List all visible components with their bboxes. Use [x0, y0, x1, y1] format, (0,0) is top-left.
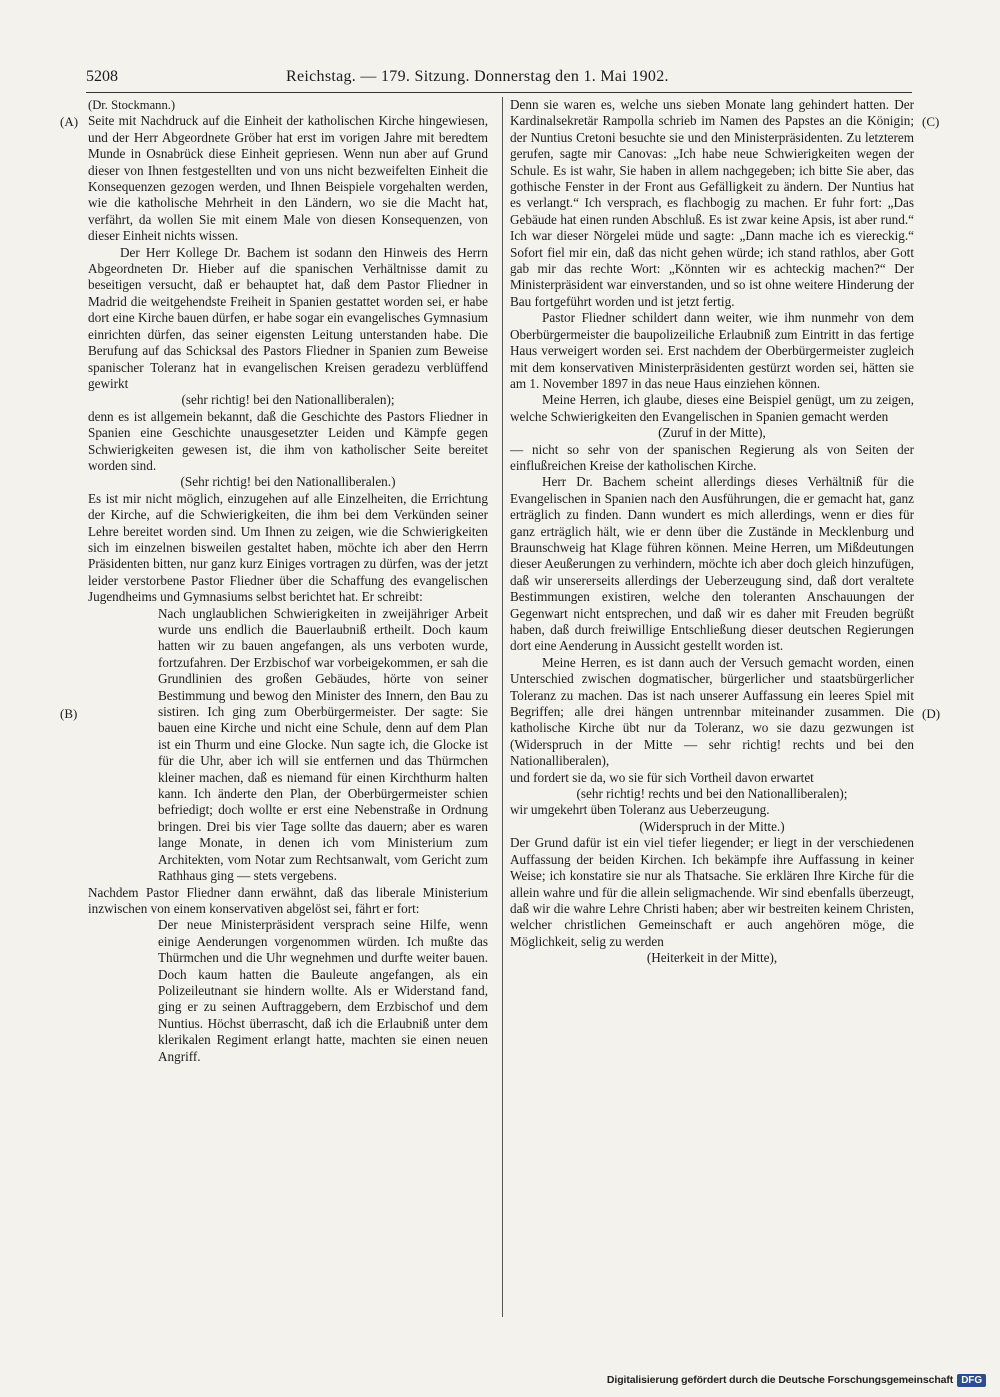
header-rule	[86, 92, 912, 93]
paragraph: wir umgekehrt üben Toleranz aus Ueberzeugung.	[510, 802, 770, 818]
paragraph: (Sehr richtig! bei den Nationalliberalen.)	[180, 474, 396, 490]
column-separator	[502, 97, 503, 1317]
digitization-credit	[607, 1374, 986, 1387]
paragraph: Herr Dr. Bachem scheint allerdings dieses Verhältniß für die Evangelischen in Spanien nach den Ausführungen, die er gemacht hat, ganz erträglich zu finden. Dann wundert es mich allerdings, wenn er dies für ganz erträglich hält, wie er denn über die Zustände in Mecklenburg und Braunschweig hat Klage führen können. Meine Herren, um Mißdeutungen dieser Aeußerungen zu verhindern, möchte ich aber doch gleich hinzufügen, daß wir unsererseits allerdings der Ueberzeugung sind, daß dort veraltete Bestimmungen existiren, welche den toleranten Anschauungen der Gegenwart nicht entsprechen, und daß wir es daher mit Freuden begrüßt haben, daß durch freiwillige Entschließung dieser deutschen Regierungen dort eine Aenderung in Aussicht gestellt worden ist.	[510, 474, 914, 654]
margin-mark-c: (C)	[922, 114, 940, 129]
paragraph: Der neue Ministerpräsident versprach seine Hilfe, wenn einige Aenderungen vorgenommen würden. Ich mußte das Thürmchen und die Uhr wegnehmen und durfte weiter bauen. Doch kaum hatten die Bauleute angefangen, als ein Polizeileutnant sie hindern wollte. Als er Widerstand fand, ging er zu seinen Auftraggebern, dem Erzbischof und dem Nuntius. Höchst überrascht, daß ich die Erlaubniß unter dem klerikalen Regiment erlangt hatte, machten sie einen neuen Angriff.	[158, 917, 488, 1064]
paragraph: Nachdem Pastor Fliedner dann erwähnt, daß das liberale Ministerium inzwischen von einem konservativen abgelöst sei, fährt er fort:	[88, 884, 488, 916]
paragraph: Meine Herren, es ist dann auch der Versuch gemacht worden, einen Unterschied zwischen dogmatischer, bürgerlicher und staatsbürgerlicher Toleranz zu machen. Das ist nach unserer Auffassung ein leeres Spiel mit Begriffen; alle drei hängen untrennbar miteinander zusammen. Die katholische Kirche übt nur da Toleranz, wo sie dazu gezwungen ist (Widerspruch in der Mitte — sehr richtig! rechts und bei den Nationalliberalen),	[510, 654, 914, 769]
paragraph: Nach unglaublichen Schwierigkeiten in zweijähriger Arbeit wurde uns endlich die Bauerlaubniß ertheilt. Doch kaum hatten wir zu bauen angefangen, als uns verboten wurde, fortzufahren. Der Erzbischof war vorbeigekommen, er sah die Grundlinien des großen Gebäudes, hörte von seiner Bestimmung und bewog den Minister des Innern, den Bau zu sistiren. Ich ging zum Oberbürgermeister. Der sagte: Sie bauen eine Kirche und nicht eine Schule, denn auf dem Plan ist ein Thurm und eine Glocke. Nun sagte ich, die Glocke ist für die Uhr, aber ich will sie entfernen und das Thürmchen kleiner machen, daß es niemand für einen Kirchthurm halten kann. Ich änderte den Plan, der Oberbürgermeister schien befriedigt; doch wollte er erst eine Nebenstraße in Ordnung bringen. Drei bis vier Tage sollte das dauern; aber es waren lange Monate, in denen ich vom Ministerium zum Architekten, vom Notar zum Rechtsanwalt, vom Gericht zum Rathhaus ging — stets vergebens.	[158, 605, 488, 884]
right-column	[510, 97, 914, 967]
paragraph: Der Grund dafür ist ein viel tiefer liegender; er liegt in der verschiedenen Auffassung der beiden Kirchen. Ich bekämpfe ihre Auffassung in keiner Weise; ich konstatire sie nur als Thatsache. Sie erklären Ihre Kirche für die allein wahre und für die allein seligmachende. Wir sind ebenfalls überzeugt, daß wir die wahre Lehre Christi haben; aber wir bestreiten keinem Christen, welcher christlichen Gemeinschaft er auch angehören möge, die Möglichkeit, selig zu werden	[510, 835, 914, 949]
credit-text: Digitalisierung gefördert durch die Deutsche Forschungsgemeinschaft	[606, 1374, 954, 1386]
paragraph: (Heiterkeit in der Mitte),	[646, 950, 778, 966]
margin-mark-d: (D)	[922, 706, 941, 721]
dfg-logo: DFG	[957, 1374, 986, 1387]
paragraph: (Dr. Stockmann.)	[88, 98, 176, 112]
paragraph: Denn sie waren es, welche uns sieben Monate lang gehindert hatten. Der Kardinalsekretär Rampolla schrieb im Namen des Papstes an die Königin; der Nuntius Cretoni besuchte sie und den Ministerpräsidenten. Zu letzterem gerufen, sagte mir Canovas: „Ich habe neue Schwierigkeiten wegen der Schule. Es ist wahr, Sie haben in allem nachgegeben; ich bitte Sie aber, das gothische Fenster in der Front aus Gefälligkeit zu ändern. Der Nuntius hat es verlangt.“ Ich versprach, es flachbogig zu machen. Er fuhr fort: „Das Gebäude hat einen runden Abschluß. Es ist zwar keine Apsis, ist aber rund.“ Ich war dieser Nörgelei müde und sagte: „Dann mache ich es viereckig.“ Sofort fiel mir ein, daß das nicht gehen würde; ich stand rathlos, aber Gott gab mir das rechte Wort: „Könnten wir es achteckig machen?“ Der Ministerpräsident war einverstanden, und so ist ohne weitere Hinderung der Bau fortgeführt worden und ist jetzt fertig.	[510, 97, 914, 309]
paragraph: (sehr richtig! rechts und bei den Nationalliberalen);	[576, 786, 848, 802]
paragraph: Pastor Fliedner schildert dann weiter, wie ihm nunmehr von dem Oberbürgermeister die baupolizeiliche Erlaubniß zum Eintritt in das fertige Haus verweigert worden sei. Erst nachdem der Oberbürgermeister zugleich mit dem konservativen Ministerpräsidenten gestürzt worden sei, hätten sie am 1. November 1897 in das neue Haus einziehen können.	[510, 310, 914, 391]
paragraph: (sehr richtig! bei den Nationalliberalen);	[181, 392, 395, 408]
page-number: 5208	[86, 68, 118, 85]
paragraph: Der Herr Kollege Dr. Bachem ist sodann den Hinweis des Herrn Abgeordneten Dr. Hieber auf die spanischen Verhältnisse damit zu beseitigen versucht, daß er behauptet hat, daß dem Pastor Fliedner in Madrid die weitgehendste Freiheit in Spanien gestattet worden sei, er habe dort eine Kirche bauen dürfen, er habe sogar ein evangelisches Gymnasium einrichten dürfen, das seiner eigensten Leitung unterstanden habe. Die Berufung auf das Schicksal des Pastors Fliedner in Spanien zum Beweise spanischer Toleranz hat in evangelischen Kreisen geradezu verblüffend gewirkt	[88, 244, 488, 391]
paragraph: Seite mit Nachdruck auf die Einheit der katholischen Kirche hingewiesen, und der Herr Abgeordnete Gröber hat erst im vorigen Jahre mit beredtem Munde in Osnabrück diese Einheit gepriesen. Wenn nun aber auf Grund dieser von Ihnen festgestellten und von uns nicht bezweifelten Einheit die Konsequenzen gezogen werden, und Ihnen Beispiele vorgehalten werden, wie die katholische Mehrheit in den Ländern, wo sie die Macht hat, verfährt, da wollen Sie mit einem Male von diesen Konsequenzen, von dieser Einheit nichts wissen.	[88, 113, 488, 244]
paragraph: denn es ist allgemein bekannt, daß die Geschichte des Pastors Fliedner in Spanien eine Geschichte unausgesetzter Leiden und Kämpfe gegen Schwierigkeiten gewesen ist, die ihm von katholischer Seite bereitet worden sind.	[88, 408, 488, 473]
paragraph: (Widerspruch in der Mitte.)	[639, 818, 785, 834]
paragraph: — nicht so sehr von der spanischen Regierung als von Seiten der einflußreichen Kreise der katholischen Kirche.	[510, 441, 914, 473]
running-title: Reichstag. — 179. Sitzung. Donnerstag den 1. Mai 1902.	[286, 68, 669, 85]
paragraph: Es ist mir nicht möglich, einzugehen auf alle Einzelheiten, die Errichtung der Kirche, auf die Schwierigkeiten, die ihm bei dem Verkünden seiner Lehre bereitet worden sind. Um Ihnen zu zeigen, wie die Schwierigkeiten sich im einzelnen bisweilen gestaltet haben, möchte ich aber den Herrn Präsidenten bitten, nur ganz kurz Einiges vortragen zu dürfen, was der jetzt leider verstorbene Pastor Fliedner über die Schaffung des evangelischen Jugendheims und Gymnasiums selbst berichtet hat. Er schreibt:	[88, 490, 488, 605]
page-header	[86, 68, 912, 92]
paragraph: und fordert sie da, wo sie für sich Vortheil davon erwartet	[510, 769, 814, 785]
margin-mark-a: (A)	[60, 114, 79, 129]
paragraph: (Zuruf in der Mitte),	[658, 425, 766, 441]
margin-mark-b: (B)	[60, 706, 78, 721]
left-column	[88, 97, 488, 1065]
paragraph: Meine Herren, ich glaube, dieses eine Beispiel genügt, um zu zeigen, welche Schwierigkeiten den Evangelischen in Spanien gemacht werden	[510, 392, 914, 424]
